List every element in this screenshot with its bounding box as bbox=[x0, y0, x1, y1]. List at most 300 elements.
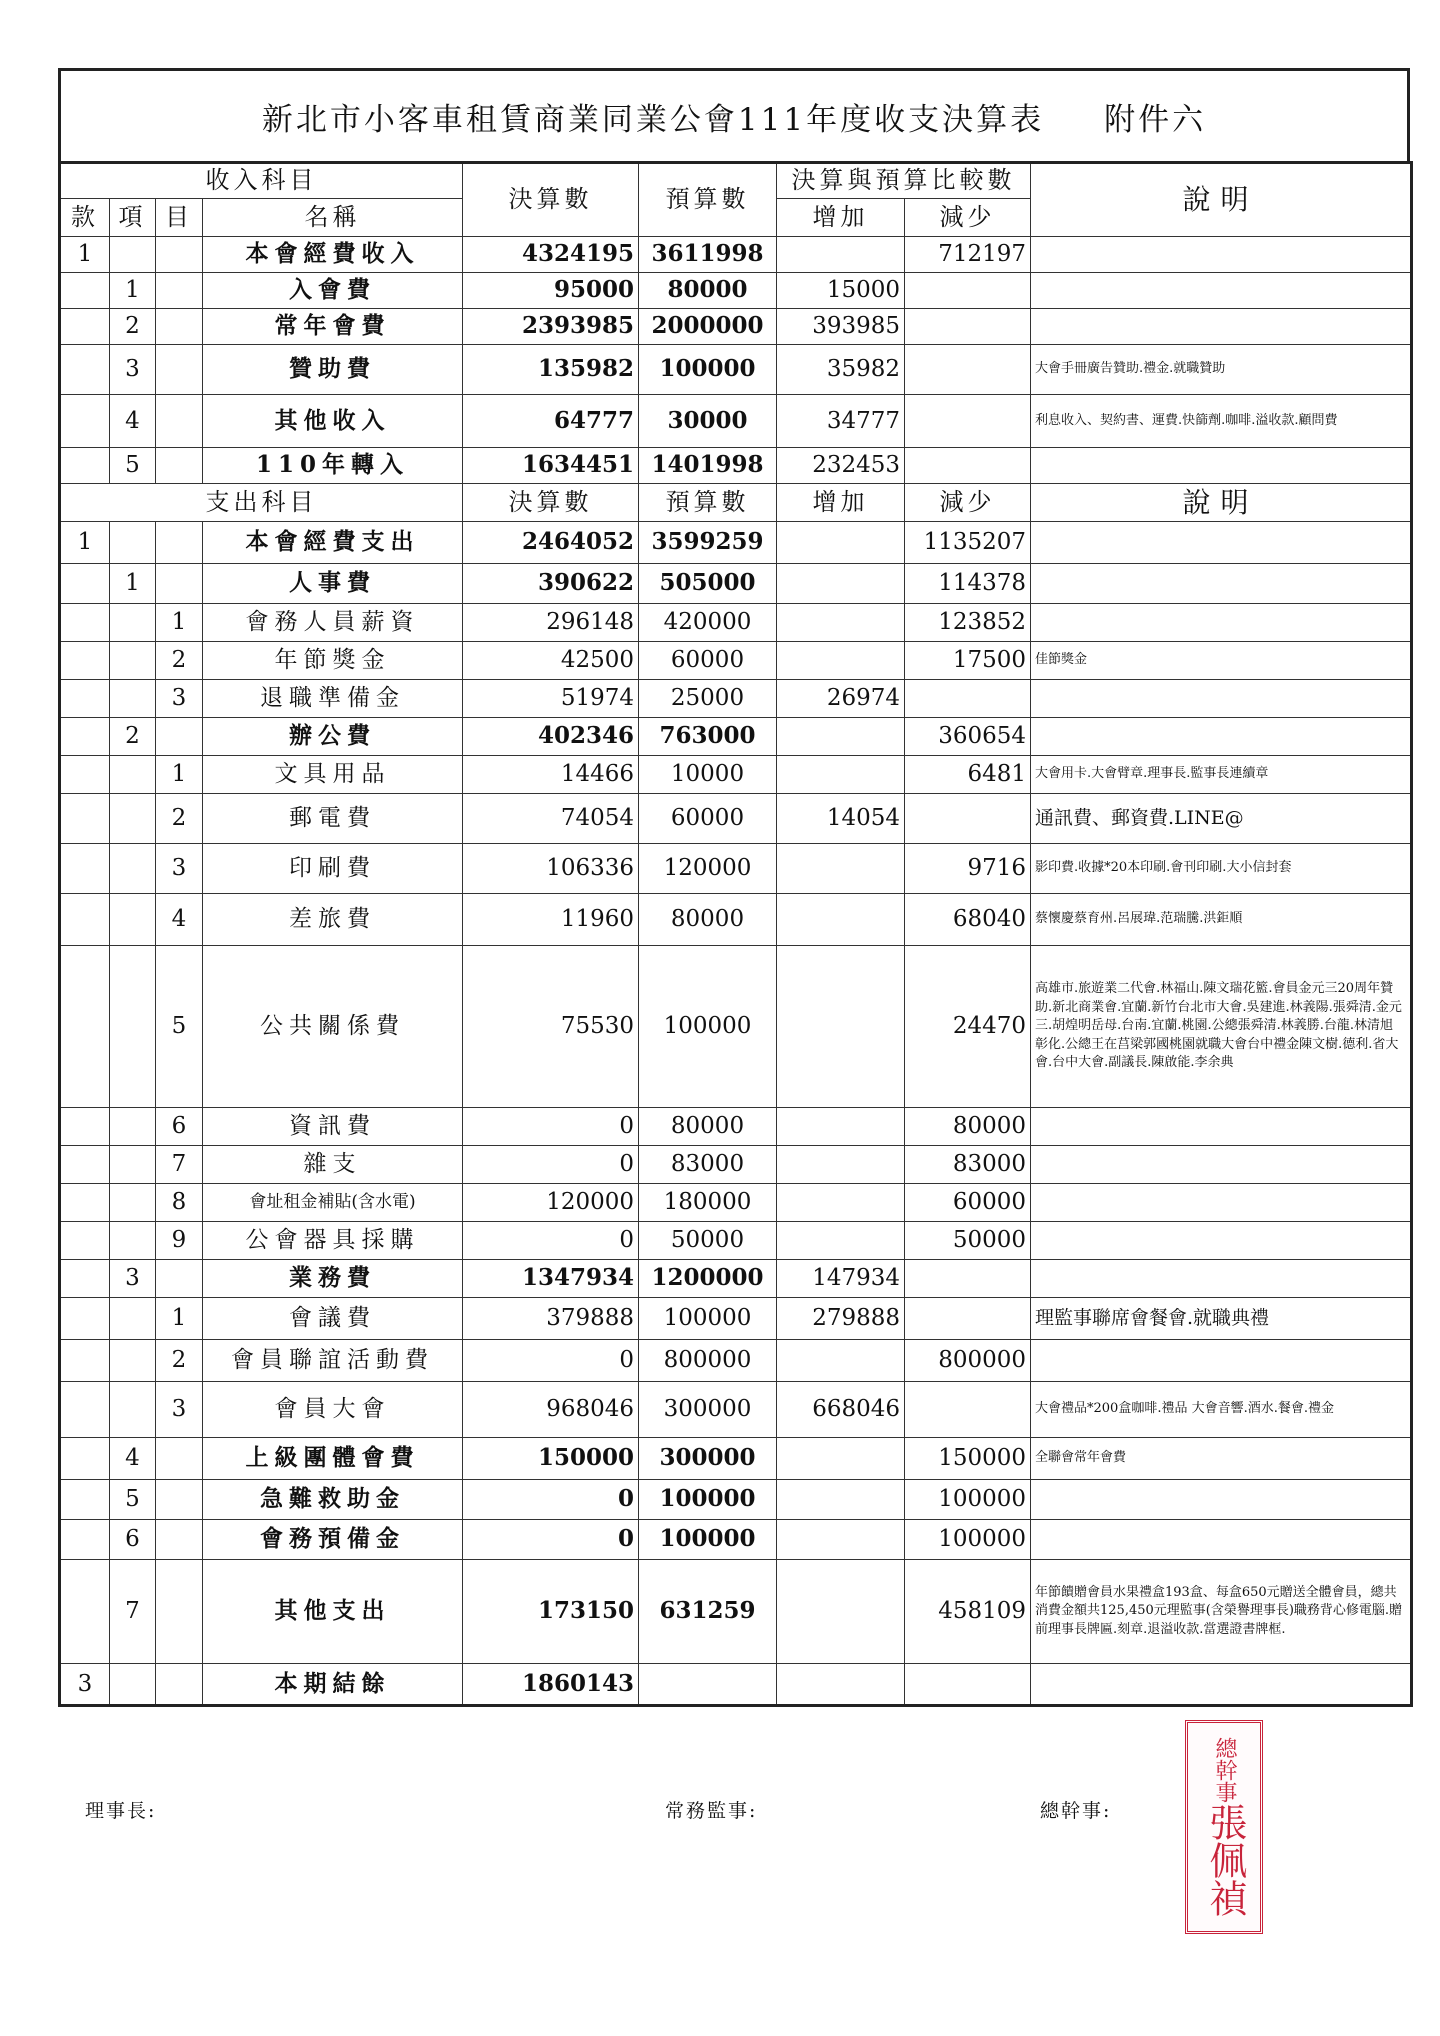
xiang-cell bbox=[110, 680, 156, 718]
item-name-cell: 急難救助金 bbox=[203, 1480, 463, 1520]
note-cell bbox=[1031, 237, 1412, 273]
xiang-cell: 1 bbox=[110, 273, 156, 309]
mu-cell: 1 bbox=[156, 1298, 203, 1340]
kuan-cell bbox=[60, 1480, 110, 1520]
actual-cell: 150000 bbox=[463, 1438, 639, 1480]
kuan-cell bbox=[60, 1184, 110, 1222]
item-name-cell: 本會經費支出 bbox=[203, 522, 463, 564]
xiang-cell bbox=[110, 1222, 156, 1260]
item-name-cell: 會務人員薪資 bbox=[203, 604, 463, 642]
note-cell: 佳節獎金 bbox=[1031, 642, 1412, 680]
xiang-cell bbox=[110, 756, 156, 794]
increase-cell bbox=[777, 1146, 905, 1184]
note-cell bbox=[1031, 1108, 1412, 1146]
empty-cell bbox=[777, 1664, 905, 1706]
expense-row bbox=[60, 1184, 1412, 1222]
increase-cell bbox=[777, 604, 905, 642]
increase-cell bbox=[777, 1438, 905, 1480]
xiang-cell bbox=[110, 844, 156, 894]
mu-cell bbox=[156, 345, 203, 395]
increase-cell: 393985 bbox=[777, 309, 905, 345]
expense-row bbox=[60, 1260, 1412, 1298]
budget-header: 預算數 bbox=[639, 163, 777, 237]
kuan-cell bbox=[60, 642, 110, 680]
note-cell bbox=[1031, 1184, 1412, 1222]
xiang-cell: 6 bbox=[110, 1520, 156, 1560]
expense-row bbox=[60, 1560, 1412, 1664]
budget-cell: 100000 bbox=[639, 345, 777, 395]
xiang-header: 項 bbox=[110, 199, 156, 237]
income-group-label: 收入科目 bbox=[60, 163, 463, 199]
budget-cell: 80000 bbox=[639, 273, 777, 309]
note-cell bbox=[1031, 273, 1412, 309]
actual-cell: 0 bbox=[463, 1340, 639, 1382]
kuan-cell bbox=[60, 1146, 110, 1184]
decrease-cell: 150000 bbox=[905, 1438, 1031, 1480]
increase-cell bbox=[777, 844, 905, 894]
mu-cell: 1 bbox=[156, 756, 203, 794]
decrease-cell: 712197 bbox=[905, 237, 1031, 273]
decrease-cell bbox=[905, 1260, 1031, 1298]
mu-cell: 8 bbox=[156, 1184, 203, 1222]
expense-row bbox=[60, 1340, 1412, 1382]
mu-cell bbox=[156, 1520, 203, 1560]
xiang-cell bbox=[110, 894, 156, 946]
expense-row bbox=[60, 756, 1412, 794]
expense-row bbox=[60, 564, 1412, 604]
actual-cell: 4324195 bbox=[463, 237, 639, 273]
empty-cell bbox=[1031, 1664, 1412, 1706]
budget-cell: 3611998 bbox=[639, 237, 777, 273]
increase-cell: 35982 bbox=[777, 345, 905, 395]
xiang-cell: 1 bbox=[110, 564, 156, 604]
mu-cell: 7 bbox=[156, 1146, 203, 1184]
income-row bbox=[60, 345, 1412, 395]
budget-cell: 800000 bbox=[639, 1340, 777, 1382]
item-name-cell: 辦公費 bbox=[203, 718, 463, 756]
expense-row bbox=[60, 946, 1412, 1108]
expense-row bbox=[60, 1108, 1412, 1146]
increase-cell: 15000 bbox=[777, 273, 905, 309]
decrease-cell: 100000 bbox=[905, 1520, 1031, 1560]
actual-cell: 0 bbox=[463, 1108, 639, 1146]
xiang-cell bbox=[110, 1108, 156, 1146]
increase-cell bbox=[777, 756, 905, 794]
budget-cell: 180000 bbox=[639, 1184, 777, 1222]
item-name-cell: 會員聯誼活動費 bbox=[203, 1340, 463, 1382]
decrease-cell: 100000 bbox=[905, 1480, 1031, 1520]
item-name-cell: 常年會費 bbox=[203, 309, 463, 345]
budget-cell: 100000 bbox=[639, 946, 777, 1108]
actual-cell: 379888 bbox=[463, 1298, 639, 1340]
increase-cell bbox=[777, 946, 905, 1108]
note-cell: 高雄市.旅遊業二代會.林福山.陳文瑞花籃.會員金元三20周年贊助.新北商業會.宜蘭.新竹台北市大會.吳建進.林義陽.張舜清.金元三.胡煌明岳母.台南.宜蘭.桃園.公總張舜清.林義勝.台龍.林清旭彰化.公總王在莒梁郭國桃園就職大會台中禮金陳文樹.德利.省大會.台中大會.副議長.陳啟能.李余典 bbox=[1031, 946, 1412, 1108]
increase-cell bbox=[777, 894, 905, 946]
expense-row bbox=[60, 718, 1412, 756]
kuan-cell bbox=[60, 718, 110, 756]
title-bar bbox=[58, 68, 1410, 161]
increase-cell bbox=[777, 642, 905, 680]
actual-cell: 51974 bbox=[463, 680, 639, 718]
expense-row bbox=[60, 1298, 1412, 1340]
decrease-cell bbox=[905, 309, 1031, 345]
increase-cell bbox=[777, 1520, 905, 1560]
xiang-cell bbox=[110, 604, 156, 642]
note-cell bbox=[1031, 522, 1412, 564]
actual-cell: 968046 bbox=[463, 1382, 639, 1438]
stamp-title: 總幹事 bbox=[1212, 1737, 1237, 1803]
actual-cell: 135982 bbox=[463, 345, 639, 395]
budget-cell: 505000 bbox=[639, 564, 777, 604]
item-name-cell: 文具用品 bbox=[203, 756, 463, 794]
budget-cell: 10000 bbox=[639, 756, 777, 794]
increase-cell: 147934 bbox=[777, 1260, 905, 1298]
attachment-label: 附件六 bbox=[1104, 101, 1207, 138]
item-name-cell: 退職準備金 bbox=[203, 680, 463, 718]
income-row bbox=[60, 309, 1412, 345]
item-name-cell: 差旅費 bbox=[203, 894, 463, 946]
expense-row bbox=[60, 642, 1412, 680]
xiang-cell bbox=[110, 1184, 156, 1222]
decrease-cell: 9716 bbox=[905, 844, 1031, 894]
note-cell bbox=[1031, 718, 1412, 756]
expense-row bbox=[60, 680, 1412, 718]
kuan-cell bbox=[60, 1260, 110, 1298]
xiang-cell bbox=[110, 237, 156, 273]
xiang-cell bbox=[110, 1146, 156, 1184]
increase-cell bbox=[777, 718, 905, 756]
kuan-cell bbox=[60, 1340, 110, 1382]
item-name-cell: 郵電費 bbox=[203, 794, 463, 844]
item-name-cell: 會址租金補貼(含水電) bbox=[203, 1184, 463, 1222]
supervisor-signature-label: 常務監事: bbox=[665, 1800, 758, 1822]
note-cell: 大會用卡.大會臂章.理事長.監事長連續章 bbox=[1031, 756, 1412, 794]
decrease-cell bbox=[905, 345, 1031, 395]
expense-group-label: 支出科目 bbox=[60, 484, 463, 522]
secretary-signature-label: 總幹事: bbox=[1040, 1800, 1112, 1822]
note-cell bbox=[1031, 1480, 1412, 1520]
income-row bbox=[60, 448, 1412, 484]
kuan-cell bbox=[60, 1222, 110, 1260]
page-title: 新北市小客車租賃商業同業公會111年度收支決算表 bbox=[261, 101, 1045, 138]
compare-header: 決算與預算比較數 bbox=[777, 163, 1031, 199]
note-cell bbox=[1031, 564, 1412, 604]
xiang-cell bbox=[110, 1382, 156, 1438]
balance-row bbox=[60, 1664, 1412, 1706]
xiang-cell bbox=[110, 794, 156, 844]
budget-cell: 80000 bbox=[639, 1108, 777, 1146]
budget-table bbox=[58, 161, 1413, 1707]
decrease-cell bbox=[905, 794, 1031, 844]
note-cell bbox=[1031, 1222, 1412, 1260]
budget-cell: 100000 bbox=[639, 1520, 777, 1560]
xiang-cell bbox=[110, 1298, 156, 1340]
xiang-cell: 2 bbox=[110, 309, 156, 345]
actual-cell: 120000 bbox=[463, 1184, 639, 1222]
note-cell: 理監事聯席會餐會.就職典禮 bbox=[1031, 1298, 1412, 1340]
kuan-cell bbox=[60, 756, 110, 794]
decrease-cell: 60000 bbox=[905, 1184, 1031, 1222]
item-name-cell: 業務費 bbox=[203, 1260, 463, 1298]
income-row bbox=[60, 395, 1412, 448]
expense-note-header: 說明 bbox=[1031, 484, 1412, 522]
item-name-cell: 公會器具採購 bbox=[203, 1222, 463, 1260]
expense-row bbox=[60, 894, 1412, 946]
kuan-cell bbox=[60, 946, 110, 1108]
decrease-cell: 114378 bbox=[905, 564, 1031, 604]
secretary-seal-stamp bbox=[1185, 1720, 1263, 1934]
item-name-cell: 雜支 bbox=[203, 1146, 463, 1184]
item-name-cell: 本會經費收入 bbox=[203, 237, 463, 273]
kuan-cell bbox=[60, 1382, 110, 1438]
item-name-cell: 其他收入 bbox=[203, 395, 463, 448]
decrease-cell: 50000 bbox=[905, 1222, 1031, 1260]
budget-cell: 1200000 bbox=[639, 1260, 777, 1298]
decrease-cell bbox=[905, 1298, 1031, 1340]
decrease-cell bbox=[905, 448, 1031, 484]
budget-cell: 100000 bbox=[639, 1480, 777, 1520]
decrease-cell: 360654 bbox=[905, 718, 1031, 756]
actual-cell: 106336 bbox=[463, 844, 639, 894]
expense-row bbox=[60, 1438, 1412, 1480]
xiang-cell bbox=[110, 1340, 156, 1382]
decrease-cell: 80000 bbox=[905, 1108, 1031, 1146]
mu-cell bbox=[156, 448, 203, 484]
decrease-header: 減少 bbox=[905, 199, 1031, 237]
budget-cell: 300000 bbox=[639, 1438, 777, 1480]
actual-cell: 390622 bbox=[463, 564, 639, 604]
name-header: 名稱 bbox=[203, 199, 463, 237]
actual-cell: 42500 bbox=[463, 642, 639, 680]
kuan-cell: 1 bbox=[60, 522, 110, 564]
note-cell: 蔡懷慶蔡育州.呂展瑋.范瑞騰.洪鉅順 bbox=[1031, 894, 1412, 946]
item-name-cell: 會員大會 bbox=[203, 1382, 463, 1438]
kuan-cell bbox=[60, 680, 110, 718]
expense-row bbox=[60, 844, 1412, 894]
item-name-cell: 年節獎金 bbox=[203, 642, 463, 680]
xiang-cell: 3 bbox=[110, 1260, 156, 1298]
expense-increase-header: 增加 bbox=[777, 484, 905, 522]
item-name-cell: 會務預備金 bbox=[203, 1520, 463, 1560]
actual-cell: 173150 bbox=[463, 1560, 639, 1664]
mu-cell bbox=[156, 309, 203, 345]
note-cell bbox=[1031, 1146, 1412, 1184]
actual-cell: 1634451 bbox=[463, 448, 639, 484]
actual-cell: 0 bbox=[463, 1146, 639, 1184]
actual-cell: 74054 bbox=[463, 794, 639, 844]
increase-cell: 232453 bbox=[777, 448, 905, 484]
empty-cell bbox=[110, 1664, 156, 1706]
increase-cell: 34777 bbox=[777, 395, 905, 448]
expense-header-row bbox=[60, 484, 1412, 522]
mu-cell bbox=[156, 522, 203, 564]
increase-cell bbox=[777, 1222, 905, 1260]
xiang-cell: 4 bbox=[110, 395, 156, 448]
mu-cell bbox=[156, 1480, 203, 1520]
budget-cell: 3599259 bbox=[639, 522, 777, 564]
item-name-cell: 人事費 bbox=[203, 564, 463, 604]
mu-cell: 1 bbox=[156, 604, 203, 642]
expense-row bbox=[60, 1480, 1412, 1520]
item-name-cell: 會議費 bbox=[203, 1298, 463, 1340]
actual-cell: 0 bbox=[463, 1480, 639, 1520]
mu-cell: 6 bbox=[156, 1108, 203, 1146]
xiang-cell: 4 bbox=[110, 1438, 156, 1480]
decrease-cell: 68040 bbox=[905, 894, 1031, 946]
kuan-cell bbox=[60, 273, 110, 309]
budget-cell: 631259 bbox=[639, 1560, 777, 1664]
kuan-cell bbox=[60, 794, 110, 844]
increase-header: 增加 bbox=[777, 199, 905, 237]
decrease-cell bbox=[905, 395, 1031, 448]
actual-cell: 14466 bbox=[463, 756, 639, 794]
actual-cell: 1347934 bbox=[463, 1260, 639, 1298]
decrease-cell: 458109 bbox=[905, 1560, 1031, 1664]
increase-cell bbox=[777, 237, 905, 273]
kuan-cell: 3 bbox=[60, 1664, 110, 1706]
note-cell bbox=[1031, 1260, 1412, 1298]
actual-cell: 2393985 bbox=[463, 309, 639, 345]
kuan-header: 款 bbox=[60, 199, 110, 237]
kuan-cell bbox=[60, 1108, 110, 1146]
mu-cell: 4 bbox=[156, 894, 203, 946]
item-name-cell: 贊助費 bbox=[203, 345, 463, 395]
expense-row bbox=[60, 1520, 1412, 1560]
income-header-row bbox=[60, 163, 1412, 199]
expense-row bbox=[60, 522, 1412, 564]
decrease-cell: 123852 bbox=[905, 604, 1031, 642]
note-cell bbox=[1031, 1520, 1412, 1560]
expense-budget-header: 預算數 bbox=[639, 484, 777, 522]
empty-cell bbox=[156, 1664, 203, 1706]
kuan-cell bbox=[60, 844, 110, 894]
note-cell bbox=[1031, 448, 1412, 484]
item-name-cell: 110年轉入 bbox=[203, 448, 463, 484]
budget-cell: 1401998 bbox=[639, 448, 777, 484]
xiang-cell: 3 bbox=[110, 345, 156, 395]
budget-cell: 120000 bbox=[639, 844, 777, 894]
empty-cell bbox=[639, 1664, 777, 1706]
budget-cell: 25000 bbox=[639, 680, 777, 718]
note-cell bbox=[1031, 680, 1412, 718]
actual-cell: 75530 bbox=[463, 946, 639, 1108]
increase-cell bbox=[777, 1108, 905, 1146]
note-cell: 大會禮品*200盒咖啡.禮品 大會音響.酒水.餐會.禮金 bbox=[1031, 1382, 1412, 1438]
budget-cell: 50000 bbox=[639, 1222, 777, 1260]
actual-cell: 11960 bbox=[463, 894, 639, 946]
actual-cell: 402346 bbox=[463, 718, 639, 756]
decrease-cell bbox=[905, 680, 1031, 718]
item-name-cell: 本期結餘 bbox=[203, 1664, 463, 1706]
increase-cell bbox=[777, 564, 905, 604]
expense-row bbox=[60, 794, 1412, 844]
mu-cell bbox=[156, 273, 203, 309]
item-name-cell: 上級團體會費 bbox=[203, 1438, 463, 1480]
budget-cell: 420000 bbox=[639, 604, 777, 642]
increase-cell: 279888 bbox=[777, 1298, 905, 1340]
budget-cell: 60000 bbox=[639, 794, 777, 844]
increase-cell: 26974 bbox=[777, 680, 905, 718]
expense-actual-header: 決算數 bbox=[463, 484, 639, 522]
mu-cell bbox=[156, 395, 203, 448]
mu-cell: 2 bbox=[156, 794, 203, 844]
note-cell: 年節饋贈會員水果禮盒193盒、每盒650元贈送全體會員，總共消費金額共125,450元理監事(含榮譽理事長)職務背心修電腦.贈前理事長牌匾.刻章.退溢收款.當選證書牌框. bbox=[1031, 1560, 1412, 1664]
decrease-cell: 1135207 bbox=[905, 522, 1031, 564]
decrease-cell: 17500 bbox=[905, 642, 1031, 680]
item-name-cell: 資訊費 bbox=[203, 1108, 463, 1146]
kuan-cell bbox=[60, 1298, 110, 1340]
note-cell bbox=[1031, 604, 1412, 642]
expense-decrease-header: 減少 bbox=[905, 484, 1031, 522]
mu-cell bbox=[156, 718, 203, 756]
note-cell: 影印費.收據*20本印刷.會刊印刷.大小信封套 bbox=[1031, 844, 1412, 894]
kuan-cell bbox=[60, 1560, 110, 1664]
stamp-name: 張佩禎 bbox=[1202, 1803, 1247, 1917]
actual-header: 決算數 bbox=[463, 163, 639, 237]
actual-cell: 64777 bbox=[463, 395, 639, 448]
kuan-cell: 1 bbox=[60, 237, 110, 273]
actual-cell: 95000 bbox=[463, 273, 639, 309]
mu-cell bbox=[156, 237, 203, 273]
budget-cell: 300000 bbox=[639, 1382, 777, 1438]
xiang-cell bbox=[110, 522, 156, 564]
mu-cell: 5 bbox=[156, 946, 203, 1108]
budget-cell: 763000 bbox=[639, 718, 777, 756]
mu-header: 目 bbox=[156, 199, 203, 237]
expense-row bbox=[60, 1382, 1412, 1438]
income-row bbox=[60, 237, 1412, 273]
xiang-cell bbox=[110, 946, 156, 1108]
note-cell: 通訊費、郵資費.LINE@ bbox=[1031, 794, 1412, 844]
mu-cell: 9 bbox=[156, 1222, 203, 1260]
xiang-cell: 2 bbox=[110, 718, 156, 756]
xiang-cell: 5 bbox=[110, 448, 156, 484]
xiang-cell: 5 bbox=[110, 1480, 156, 1520]
increase-cell: 14054 bbox=[777, 794, 905, 844]
budget-sheet bbox=[58, 68, 1410, 1707]
actual-cell: 0 bbox=[463, 1222, 639, 1260]
item-name-cell: 公共關係費 bbox=[203, 946, 463, 1108]
budget-cell: 83000 bbox=[639, 1146, 777, 1184]
decrease-cell: 800000 bbox=[905, 1340, 1031, 1382]
kuan-cell bbox=[60, 448, 110, 484]
increase-cell bbox=[777, 1184, 905, 1222]
mu-cell bbox=[156, 1438, 203, 1480]
kuan-cell bbox=[60, 1438, 110, 1480]
decrease-cell bbox=[905, 273, 1031, 309]
increase-cell bbox=[777, 522, 905, 564]
budget-cell: 30000 bbox=[639, 395, 777, 448]
mu-cell bbox=[156, 564, 203, 604]
income-row bbox=[60, 273, 1412, 309]
kuan-cell bbox=[60, 604, 110, 642]
mu-cell: 3 bbox=[156, 680, 203, 718]
empty-cell bbox=[905, 1664, 1031, 1706]
item-name-cell: 其他支出 bbox=[203, 1560, 463, 1664]
mu-cell: 2 bbox=[156, 642, 203, 680]
increase-cell bbox=[777, 1560, 905, 1664]
expense-row bbox=[60, 1222, 1412, 1260]
expense-row bbox=[60, 604, 1412, 642]
budget-cell: 80000 bbox=[639, 894, 777, 946]
budget-cell: 60000 bbox=[639, 642, 777, 680]
kuan-cell bbox=[60, 395, 110, 448]
mu-cell: 3 bbox=[156, 844, 203, 894]
kuan-cell bbox=[60, 894, 110, 946]
budget-cell: 2000000 bbox=[639, 309, 777, 345]
xiang-cell: 7 bbox=[110, 1560, 156, 1664]
expense-row bbox=[60, 1146, 1412, 1184]
